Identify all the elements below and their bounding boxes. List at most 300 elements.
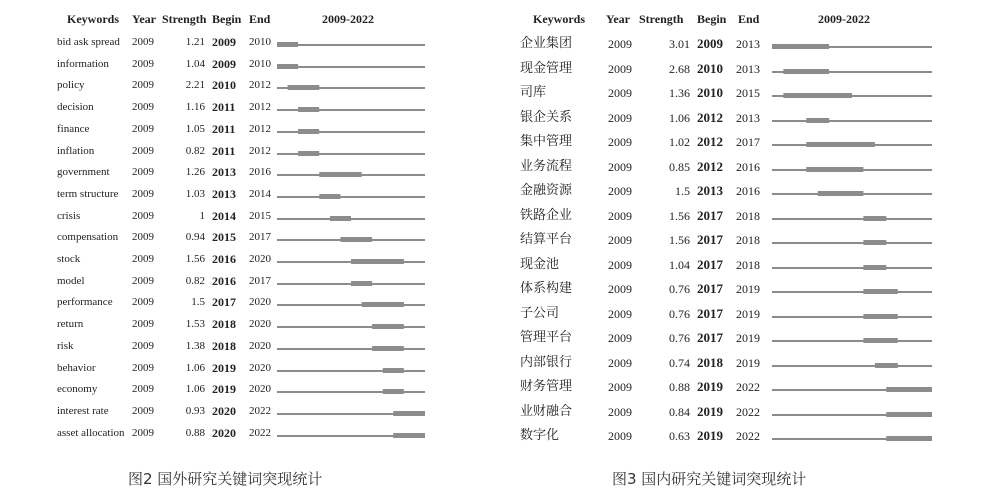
strength-value: 1.06 (185, 383, 205, 396)
keyword-label: behavior (57, 361, 96, 374)
table-row (500, 59, 1005, 79)
table-row (0, 97, 500, 117)
burst-bar (806, 167, 863, 172)
strength-value: 1.38 (185, 339, 205, 352)
begin-year: 2018 (212, 338, 236, 353)
table-row (500, 353, 1005, 373)
table-row (500, 279, 1005, 299)
begin-year: 2013 (212, 165, 236, 180)
end-year: 2016 (736, 184, 760, 198)
begin-year: 2012 (697, 158, 723, 174)
burst-timeline (772, 230, 932, 250)
keyword-label: 结算平台 (520, 232, 573, 247)
end-year: 2012 (249, 79, 271, 92)
table-row (0, 206, 500, 226)
header-begin: Begin (212, 12, 242, 26)
burst-timeline (772, 279, 932, 299)
strength-value: 2.68 (669, 61, 690, 76)
year-value: 2009 (132, 144, 154, 157)
burst-timeline (277, 32, 425, 52)
keyword-label: 管理平台 (520, 330, 573, 345)
burst-timeline (772, 377, 932, 397)
end-year: 2012 (249, 122, 271, 135)
keyword-label: 铁路企业 (520, 207, 573, 223)
year-value: 2009 (132, 361, 154, 374)
table-row (0, 314, 500, 334)
begin-year: 2017 (212, 295, 236, 310)
table-row (500, 255, 1005, 275)
timeline-baseline (277, 196, 425, 198)
end-year: 2020 (249, 253, 271, 265)
table-row (500, 328, 1005, 348)
keyword-label: interest rate (57, 404, 109, 417)
figure-caption: 图3 国内研究关键词突现统计 (612, 470, 807, 488)
burst-bar (875, 363, 898, 368)
strength-value: 0.94 (185, 231, 205, 244)
strength-value: 0.76 (669, 331, 690, 345)
table-row (500, 402, 1005, 422)
begin-year: 2016 (212, 273, 236, 288)
strength-value: 3.01 (669, 37, 690, 51)
timeline-baseline (772, 242, 932, 244)
burst-timeline (277, 227, 425, 247)
end-year: 2017 (249, 274, 271, 287)
burst-timeline (277, 75, 425, 95)
table-row (0, 249, 500, 269)
begin-year: 2013 (697, 183, 723, 198)
begin-year: 2017 (697, 207, 723, 223)
keyword-label: risk (57, 339, 74, 352)
end-year: 2012 (249, 144, 271, 157)
timeline-baseline (772, 291, 932, 293)
table-row (0, 54, 500, 74)
burst-timeline (277, 401, 425, 421)
strength-value: 0.63 (669, 429, 690, 443)
burst-bar (783, 93, 852, 98)
begin-year: 2019 (212, 382, 236, 397)
keyword-label: crisis (57, 209, 81, 222)
begin-year: 2012 (697, 134, 723, 149)
burst-timeline (277, 184, 425, 204)
keyword-label: inflation (57, 144, 95, 157)
table-row (0, 119, 500, 139)
header-strength: Strength (639, 12, 684, 26)
table-row (0, 379, 500, 399)
keyword-label: return (57, 318, 84, 331)
burst-bar (863, 289, 897, 294)
keyword-label: 财务管理 (520, 379, 573, 394)
keyword-label: model (57, 274, 85, 287)
begin-year: 2013 (212, 186, 236, 201)
table-row (0, 423, 500, 443)
begin-year: 2019 (212, 360, 236, 375)
year-value: 2009 (608, 355, 632, 370)
burst-bar (372, 346, 404, 351)
header-timeline: 2009-2022 (818, 12, 870, 26)
keyword-label: 数字化 (520, 428, 560, 443)
domestic-keyword-burst-table (500, 0, 1005, 498)
year-value: 2009 (132, 296, 154, 309)
begin-year: 2011 (212, 100, 236, 115)
end-year: 2022 (249, 426, 271, 439)
burst-timeline (277, 119, 425, 139)
keyword-label: 业务流程 (520, 158, 573, 174)
strength-value: 1.5 (675, 184, 690, 198)
burst-timeline (772, 181, 932, 201)
year-value: 2009 (608, 233, 632, 247)
year-value: 2009 (608, 86, 632, 100)
strength-value: 0.76 (669, 306, 690, 321)
year-value: 2009 (608, 429, 632, 443)
strength-value: 0.88 (185, 426, 205, 439)
keyword-label: policy (57, 79, 85, 92)
header-end: End (738, 12, 760, 26)
strength-value: 1.21 (185, 36, 205, 48)
year-value: 2009 (132, 166, 154, 179)
end-year: 2012 (249, 101, 271, 114)
end-year: 2022 (736, 404, 760, 419)
keyword-label: economy (57, 383, 98, 396)
strength-value: 1.36 (669, 86, 690, 100)
begin-year: 2009 (212, 56, 236, 71)
end-year: 2013 (736, 37, 760, 51)
strength-value: 0.82 (185, 144, 205, 157)
burst-timeline (772, 59, 932, 79)
strength-value: 1.56 (669, 233, 690, 247)
table-row (0, 184, 500, 204)
keyword-label: performance (57, 296, 113, 309)
keyword-label: 现金池 (520, 256, 560, 272)
burst-bar (383, 389, 404, 394)
end-year: 2015 (736, 86, 760, 100)
year-value: 2009 (608, 135, 632, 149)
burst-timeline (772, 206, 932, 226)
begin-year: 2010 (697, 85, 723, 100)
begin-year: 2020 (212, 403, 236, 418)
table-row (0, 227, 500, 247)
begin-year: 2016 (212, 252, 236, 266)
burst-bar (863, 314, 897, 319)
end-year: 2020 (249, 339, 271, 352)
timeline-baseline (772, 316, 932, 318)
burst-bar (818, 191, 864, 196)
begin-year: 2017 (697, 232, 723, 247)
begin-year: 2011 (212, 121, 236, 136)
begin-year: 2011 (212, 143, 236, 158)
end-year: 2014 (249, 187, 271, 200)
burst-timeline (277, 54, 425, 74)
table-row (500, 426, 1005, 446)
end-year: 2017 (249, 231, 271, 244)
year-value: 2009 (132, 339, 154, 352)
burst-bar (886, 387, 932, 392)
burst-timeline (772, 83, 932, 103)
strength-value: 1.06 (669, 110, 690, 125)
end-year: 2010 (249, 57, 271, 70)
table-row (0, 75, 500, 95)
burst-bar (806, 142, 875, 147)
end-year: 2022 (736, 429, 760, 443)
table-row (0, 32, 500, 52)
burst-bar (319, 172, 361, 177)
begin-year: 2019 (697, 379, 723, 394)
year-value: 2009 (132, 57, 154, 70)
table-row (0, 358, 500, 378)
header-strength: Strength (162, 12, 207, 26)
figure-caption: 图2 国外研究关键词突现统计 (128, 470, 323, 488)
strength-value: 1.03 (185, 187, 205, 200)
strength-value: 0.93 (185, 404, 205, 417)
end-year: 2020 (249, 318, 271, 331)
strength-value: 0.74 (669, 355, 690, 370)
year-value: 2009 (608, 380, 632, 394)
burst-bar (277, 64, 298, 69)
table-row (0, 401, 500, 421)
burst-timeline (772, 304, 932, 324)
strength-value: 1.56 (669, 208, 690, 223)
end-year: 2020 (249, 361, 271, 374)
header-keyword: Keywords (533, 12, 585, 26)
strength-value: 0.76 (669, 282, 690, 296)
timeline-baseline (772, 218, 932, 220)
strength-value: 2.21 (185, 79, 205, 92)
keyword-label: compensation (57, 231, 119, 244)
burst-timeline (277, 141, 425, 161)
end-year: 2018 (736, 233, 760, 247)
keyword-label: asset allocation (57, 426, 125, 439)
end-year: 2022 (249, 404, 271, 417)
burst-bar (288, 85, 320, 90)
timeline-baseline (772, 267, 932, 269)
burst-timeline (772, 108, 932, 128)
strength-value: 0.84 (669, 404, 690, 419)
year-value: 2009 (608, 282, 632, 296)
table-row (500, 377, 1005, 397)
end-year: 2016 (249, 166, 271, 179)
table-row (500, 181, 1005, 201)
burst-bar (886, 436, 932, 441)
burst-bar (393, 411, 425, 416)
strength-value: 0.85 (669, 159, 690, 174)
keyword-label: 司库 (520, 85, 547, 100)
header-keyword: Keywords (67, 12, 119, 26)
burst-bar (277, 42, 298, 47)
keyword-label: finance (57, 122, 90, 135)
timeline-baseline (772, 120, 932, 122)
end-year: 2016 (736, 159, 760, 174)
begin-year: 2012 (697, 109, 723, 125)
year-value: 2009 (132, 231, 154, 244)
strength-value: 1.26 (185, 166, 205, 179)
keyword-label: 业财融合 (520, 403, 573, 419)
table-row (0, 141, 500, 161)
burst-timeline (772, 255, 932, 275)
strength-value: 1 (199, 209, 205, 222)
keyword-label: term structure (57, 187, 119, 200)
table-row (500, 157, 1005, 177)
burst-timeline (277, 292, 425, 312)
year-value: 2009 (132, 274, 154, 287)
burst-bar (319, 194, 340, 199)
end-year: 2018 (736, 208, 760, 223)
table-row (0, 162, 500, 182)
keyword-label: 银企关系 (520, 109, 573, 125)
header-end: End (249, 12, 271, 26)
keyword-label: bid ask spread (57, 36, 120, 48)
year-value: 2009 (608, 110, 632, 125)
burst-timeline (772, 328, 932, 348)
burst-timeline (277, 379, 425, 399)
end-year: 2019 (736, 306, 760, 321)
burst-bar (340, 237, 372, 242)
year-value: 2009 (132, 426, 154, 439)
keyword-label: 子公司 (520, 305, 560, 321)
burst-bar (772, 44, 829, 49)
end-year: 2013 (736, 61, 760, 76)
end-year: 2013 (736, 110, 760, 125)
burst-timeline (277, 314, 425, 334)
keyword-label: 内部银行 (520, 354, 573, 370)
strength-value: 1.16 (185, 101, 205, 114)
burst-timeline (772, 353, 932, 373)
keyword-label: stock (57, 253, 81, 265)
burst-bar (351, 281, 372, 286)
year-value: 2009 (132, 209, 154, 222)
strength-value: 1.53 (185, 318, 205, 331)
burst-bar (351, 259, 404, 264)
timeline-baseline (772, 340, 932, 342)
keyword-label: 集中管理 (520, 134, 573, 149)
burst-bar (863, 265, 886, 270)
year-value: 2009 (132, 253, 154, 265)
keyword-label: decision (57, 101, 94, 114)
burst-bar (783, 69, 829, 74)
table-row (500, 34, 1005, 54)
strength-value: 1.04 (669, 257, 690, 272)
year-value: 2009 (608, 306, 632, 321)
burst-timeline (277, 423, 425, 443)
header-year: Year (132, 12, 156, 26)
begin-year: 2019 (697, 403, 723, 419)
burst-bar (393, 433, 425, 438)
begin-year: 2020 (212, 425, 236, 440)
begin-year: 2010 (697, 60, 723, 76)
strength-value: 1.05 (185, 122, 205, 135)
begin-year: 2017 (697, 305, 723, 321)
keyword-label: 现金管理 (520, 60, 573, 76)
burst-bar (372, 324, 404, 329)
end-year: 2019 (736, 355, 760, 370)
table-row (500, 206, 1005, 226)
begin-year: 2017 (697, 330, 723, 345)
header-timeline: 2009-2022 (322, 12, 374, 26)
table-row (0, 336, 500, 356)
burst-timeline (277, 162, 425, 182)
begin-year: 2018 (697, 354, 723, 370)
strength-value: 0.82 (185, 274, 205, 287)
year-value: 2009 (132, 187, 154, 200)
end-year: 2022 (736, 380, 760, 394)
keyword-label: 金融资源 (520, 183, 573, 198)
strength-value: 1.5 (191, 296, 205, 309)
keyword-label: information (57, 57, 109, 70)
burst-bar (298, 129, 319, 134)
year-value: 2009 (132, 79, 154, 92)
end-year: 2018 (736, 257, 760, 272)
burst-timeline (772, 132, 932, 152)
begin-year: 2014 (212, 208, 236, 223)
begin-year: 2017 (697, 256, 723, 272)
year-value: 2009 (608, 159, 632, 174)
burst-bar (806, 118, 829, 123)
timeline-baseline (277, 66, 425, 68)
begin-year: 2009 (212, 35, 236, 49)
year-value: 2009 (132, 383, 154, 396)
burst-bar (863, 240, 886, 245)
year-value: 2009 (132, 404, 154, 417)
year-value: 2009 (132, 101, 154, 114)
year-value: 2009 (132, 36, 154, 48)
end-year: 2017 (736, 135, 760, 149)
year-value: 2009 (608, 208, 632, 223)
begin-year: 2019 (697, 428, 723, 443)
burst-timeline (277, 336, 425, 356)
strength-value: 0.88 (669, 380, 690, 394)
end-year: 2010 (249, 36, 271, 48)
burst-timeline (772, 34, 932, 54)
strength-value: 1.06 (185, 361, 205, 374)
burst-timeline (277, 249, 425, 269)
header-year: Year (606, 12, 630, 26)
burst-timeline (277, 206, 425, 226)
year-value: 2009 (608, 37, 632, 51)
burst-timeline (772, 402, 932, 422)
burst-bar (362, 302, 404, 307)
burst-bar (863, 338, 897, 343)
burst-timeline (277, 271, 425, 291)
year-value: 2009 (132, 318, 154, 331)
burst-bar (383, 368, 404, 373)
begin-year: 2017 (697, 281, 723, 296)
burst-bar (298, 151, 319, 156)
timeline-baseline (277, 44, 425, 46)
strength-value: 1.56 (185, 253, 205, 265)
header-begin: Begin (697, 12, 727, 26)
burst-bar (330, 216, 351, 221)
year-value: 2009 (132, 122, 154, 135)
burst-timeline (277, 97, 425, 117)
timeline-baseline (772, 365, 932, 367)
burst-timeline (772, 157, 932, 177)
table-row (500, 108, 1005, 128)
keyword-label: government (57, 166, 110, 179)
keyword-label: 体系构建 (520, 281, 573, 296)
burst-timeline (772, 426, 932, 446)
burst-timeline (277, 358, 425, 378)
table-row (0, 271, 500, 291)
end-year: 2019 (736, 282, 760, 296)
table-row (500, 83, 1005, 103)
table-row (500, 304, 1005, 324)
strength-value: 1.04 (185, 57, 205, 70)
end-year: 2020 (249, 296, 271, 309)
year-value: 2009 (608, 331, 632, 345)
year-value: 2009 (608, 61, 632, 76)
table-row (0, 292, 500, 312)
keyword-label: 企业集团 (520, 36, 573, 51)
year-value: 2009 (608, 184, 632, 198)
burst-bar (298, 107, 319, 112)
